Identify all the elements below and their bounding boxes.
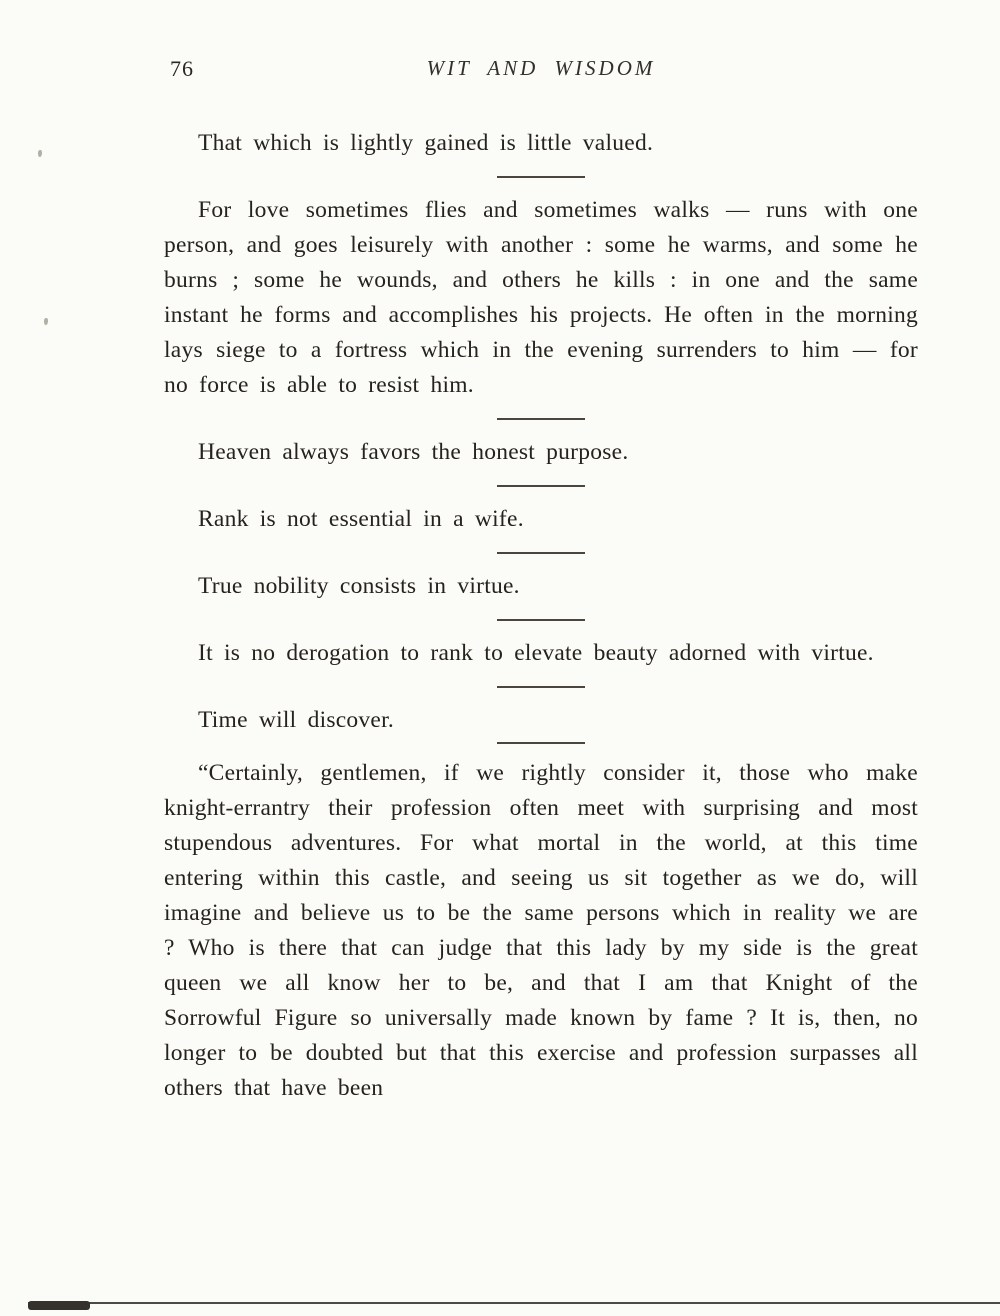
section-rule [497,418,585,420]
page-number: 76 [170,56,194,81]
running-head [164,56,918,92]
scan-edge [28,1302,1000,1304]
section-rule [497,485,585,487]
section-rule [497,742,585,744]
scan-edge-blob [28,1301,90,1310]
section-rule [497,552,585,554]
scan-speck [44,318,48,325]
maxim-paragraph: It is no derogation to rank to elevate beauty adorned with virtue. [198,640,874,666]
running-title: WIT AND WISDOM [426,56,656,80]
maxim-paragraph: That which is lightly gained is little valued. [198,130,654,156]
maxim-paragraph: For love sometimes flies and sometimes walks — runs with one person, and goes leisurely with another : some he warms, and some he burns ; some he wounds, and others he kills : in one and the same instant he forms and accomplishes his projects. He often in the morning lays siege to a fortress which in the evening surrenders to him — for no force is able to resist him. [164,197,918,398]
maxim-paragraph: Rank is not essential in a wife. [198,506,524,532]
scan-speck [38,150,42,157]
section-rule [497,619,585,621]
maxim-paragraph: True nobility consists in virtue. [198,573,520,599]
section-rule [497,176,585,178]
section-rule [497,686,585,688]
quote-paragraph: “Certainly, gentlemen, if we rightly consider it, those who make knight-errantry their profession often meet with surprising and most stupendous adventures. For what mortal in the world, at this time entering within this castle, and seeing us sit together as we do, will imagine and believe us to be the same persons which in reality we are ? Who is there that can judge that this lady by my side is the great queen we all know her to be, and that I am that Knight of the Sorrowful Figure so universally made known by fame ? It is, then, no longer to be doubted but that this exercise and profession surpasses all others that have been [164,760,918,1101]
maxim-paragraph: Heaven always favors the honest purpose. [198,439,629,465]
maxim-paragraph: Time will discover. [198,707,395,733]
